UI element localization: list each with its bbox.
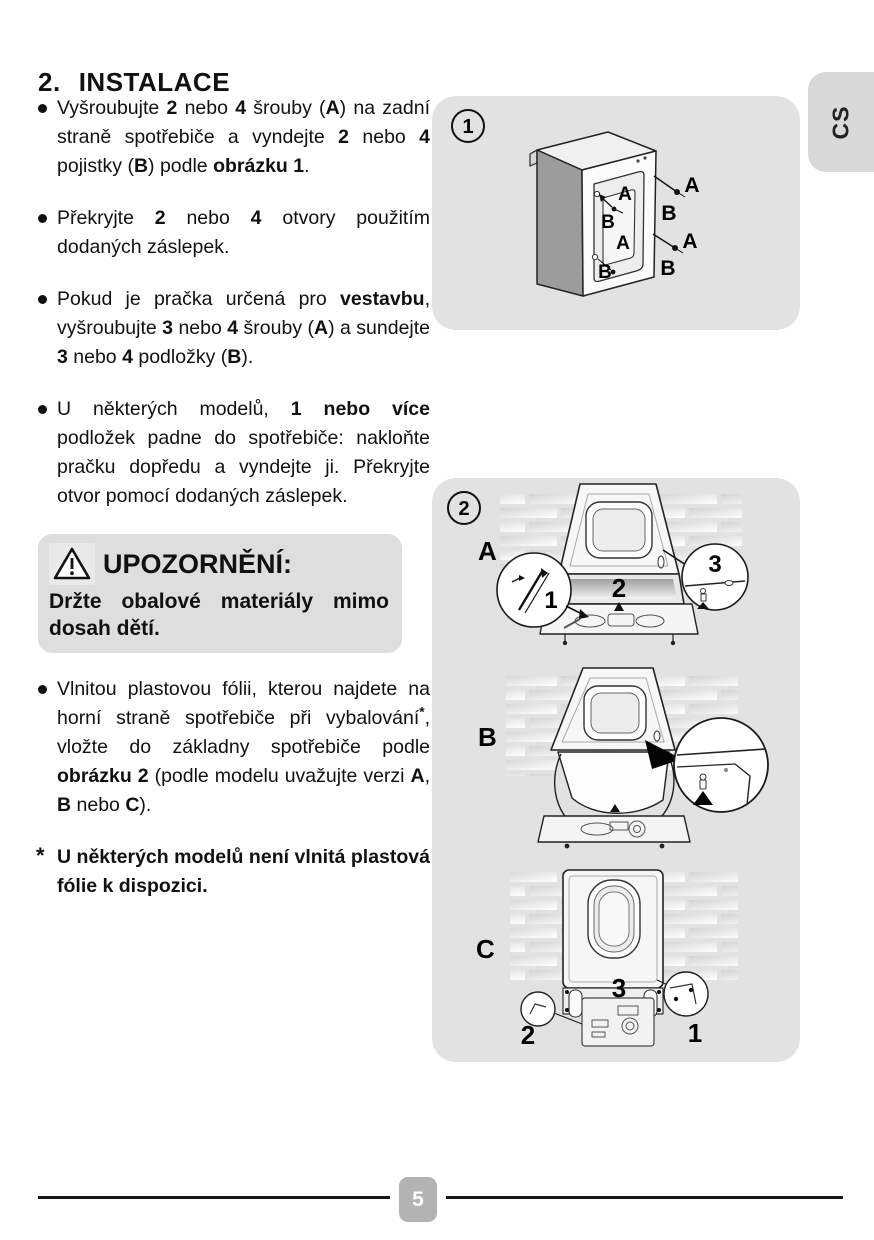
figure-1 xyxy=(432,96,800,330)
callout-2: 2 xyxy=(611,573,627,603)
svg-text:1: 1 xyxy=(462,116,474,138)
text-column xyxy=(38,94,430,921)
callout-3: 3 xyxy=(611,973,627,1003)
figure-2 xyxy=(432,478,800,1062)
bullet-paragraph xyxy=(38,94,430,181)
bullet-paragraph xyxy=(38,675,430,820)
bullet-dot xyxy=(38,295,47,304)
section-title-text: INSTALACE xyxy=(78,67,231,98)
footer-rule-right xyxy=(446,1196,843,1199)
page-number-badge xyxy=(399,1177,437,1222)
language-tab-label: CS xyxy=(827,105,854,139)
variant-c-label: C xyxy=(476,934,495,964)
callout-3: 3 xyxy=(708,551,722,578)
paragraph-text: Překryjte 2 nebo 4 otvory použitím dodaných záslepek. xyxy=(57,207,430,258)
label-a: A xyxy=(682,230,698,253)
label-b: B xyxy=(660,257,676,280)
footnote xyxy=(38,843,430,901)
figure-2-variant-c xyxy=(476,868,738,1050)
bullet-paragraph xyxy=(38,204,430,262)
paragraph-text: U některých modelů, 1 nebo více podložek padne do spotřebiče: nakloňte pračku dopředu a vyndejte ji. Překryjte otvor pomocí dodaných záslepek. xyxy=(57,398,430,507)
paragraph-text: Vlnitou plastovou fólii, kterou najdete na horní straně spotřebiče při vybalování*, vložte do základny spotřebiče podle obrázku 2 (podle modelu uvažujte verzi A, B nebo C). xyxy=(57,678,430,816)
figure-1-number-badge xyxy=(452,110,484,142)
callout-1: 1 xyxy=(544,587,558,614)
callout-2: 2 xyxy=(520,1020,536,1050)
warning-triangle-icon xyxy=(49,543,95,585)
figure-2-variant-b xyxy=(478,668,768,848)
label-b: B xyxy=(661,202,677,225)
label-a: A xyxy=(684,174,700,197)
figure-2-number-badge xyxy=(448,492,480,524)
paragraph-text: Vyšroubujte 2 nebo 4 šrouby (A) na zadní straně spotřebiče a vyndejte 2 nebo 4 pojistky (B) podle obrázku 1. xyxy=(57,97,431,177)
svg-text:2: 2 xyxy=(458,498,470,520)
bullet-dot xyxy=(38,405,47,414)
footnote-text: U některých modelů není vlnitá plastová fólie k dispozici. xyxy=(57,846,430,897)
section-number: 2. xyxy=(38,67,61,98)
washer-back-illustration xyxy=(530,132,656,296)
variant-a-label: A xyxy=(478,536,497,566)
language-tab xyxy=(808,72,874,172)
page-number: 5 xyxy=(412,1187,424,1211)
warning-heading-text: UPOZORNĚNÍ: xyxy=(103,548,292,579)
bullet-paragraph xyxy=(38,395,430,511)
figure-1-illustration xyxy=(432,96,800,330)
label-b: B xyxy=(598,262,612,283)
bullet-dot xyxy=(38,685,47,694)
paragraph-text: Pokud je pračka určená pro vestavbu, vyšroubujte 3 nebo 4 šrouby (A) a sundejte 3 nebo 4 podložky (B). xyxy=(57,288,431,368)
bullet-paragraph xyxy=(38,285,430,372)
bullet-dot xyxy=(38,104,47,113)
figure-2-variant-a xyxy=(478,484,748,645)
footer-rule-left xyxy=(38,1196,390,1199)
figure-2-illustration xyxy=(432,478,800,1062)
label-a: A xyxy=(616,233,630,254)
footnote-marker: * xyxy=(36,843,45,868)
warning-box xyxy=(38,534,402,653)
label-a: A xyxy=(618,184,632,205)
callout-1: 1 xyxy=(687,1018,703,1048)
warning-header xyxy=(49,543,389,585)
label-b: B xyxy=(601,212,615,233)
figure-1-side-labels xyxy=(653,174,700,280)
warning-body-text: Držte obalové materiály mimo dosah dětí. xyxy=(49,590,389,640)
variant-b-label: B xyxy=(478,722,497,752)
bullet-dot xyxy=(38,214,47,223)
